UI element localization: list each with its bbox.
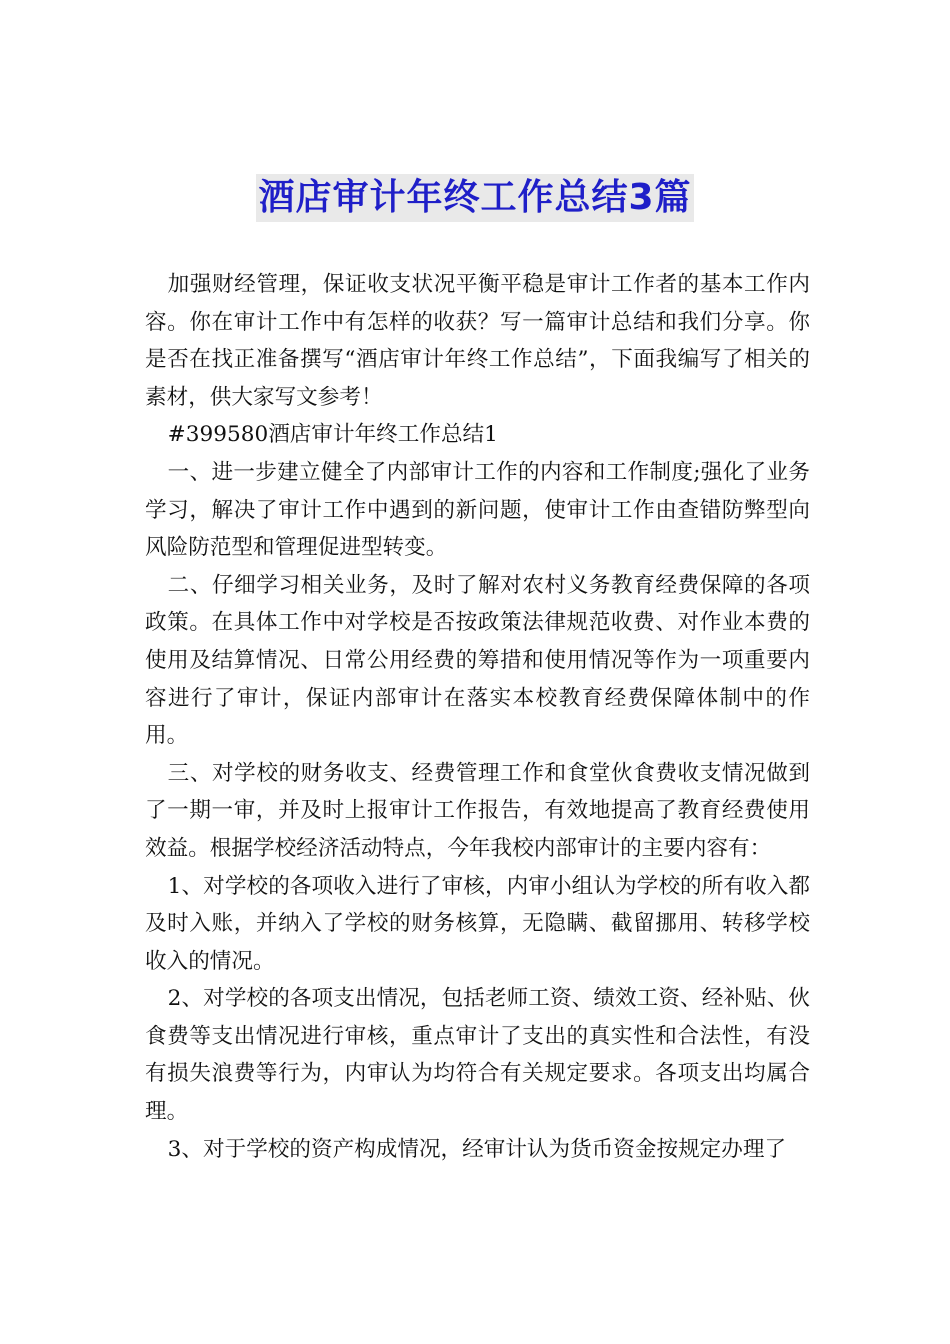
body-paragraph: 二、仔细学习相关业务，及时了解对农村义务教育经费保障的各项政策。在具体工作中对学校是否按政策法律规范收费、对作业本费的使用及结算情况、日常公用经费的筹措和使用情况等作为一项重要内容进行了审计，保证内部审计在落实本校教育经费保障体制中的作用。 — [145, 572, 810, 749]
intro-paragraph: 加强财经管理，保证收支状况平衡平稳是审计工作者的基本工作内容。你在审计工作中有怎样的收获？写一篇审计总结和我们分享。你是否在找正准备撰写“酒店审计年终工作总结”，下面我编写了相关的素材，供大家写文参考！ — [145, 272, 810, 410]
list-item-paragraph: 3、对于学校的资产构成情况，经审计认为货币资金按规定办理了 — [167, 1136, 787, 1162]
body-paragraph: 三、对学校的财务收支、经费管理工作和食堂伙食费收支情况做到了一期一审，并及时上报审计工作报告，有效地提高了教育经费使用效益。根据学校经济活动特点，今年我校内部审计的主要内容有： — [145, 760, 810, 861]
document-body — [145, 266, 810, 1168]
list-item-paragraph: 1、对学校的各项收入进行了审核，内审小组认为学校的所有收入都及时入账，并纳入了学校的财务核算，无隐瞒、截留挪用、转移学校收入的情况。 — [145, 873, 810, 974]
section-heading: #399580酒店审计年终工作总结1 — [167, 422, 498, 448]
title-container — [0, 174, 950, 222]
document-title: 酒店审计年终工作总结3篇 — [256, 174, 693, 222]
list-item-paragraph: 2、对学校的各项支出情况，包括老师工资、绩效工资、经补贴、伙食费等支出情况进行审核，重点审计了支出的真实性和合法性，有没有损失浪费等行为，内审认为均符合有关规定要求。各项支出均属合理。 — [145, 986, 810, 1125]
body-paragraph: 一、进一步建立健全了内部审计工作的内容和工作制度;强化了业务学习，解决了审计工作中遇到的新问题，使审计工作由查错防弊型向风险防范型和管理促进型转变。 — [145, 459, 810, 561]
